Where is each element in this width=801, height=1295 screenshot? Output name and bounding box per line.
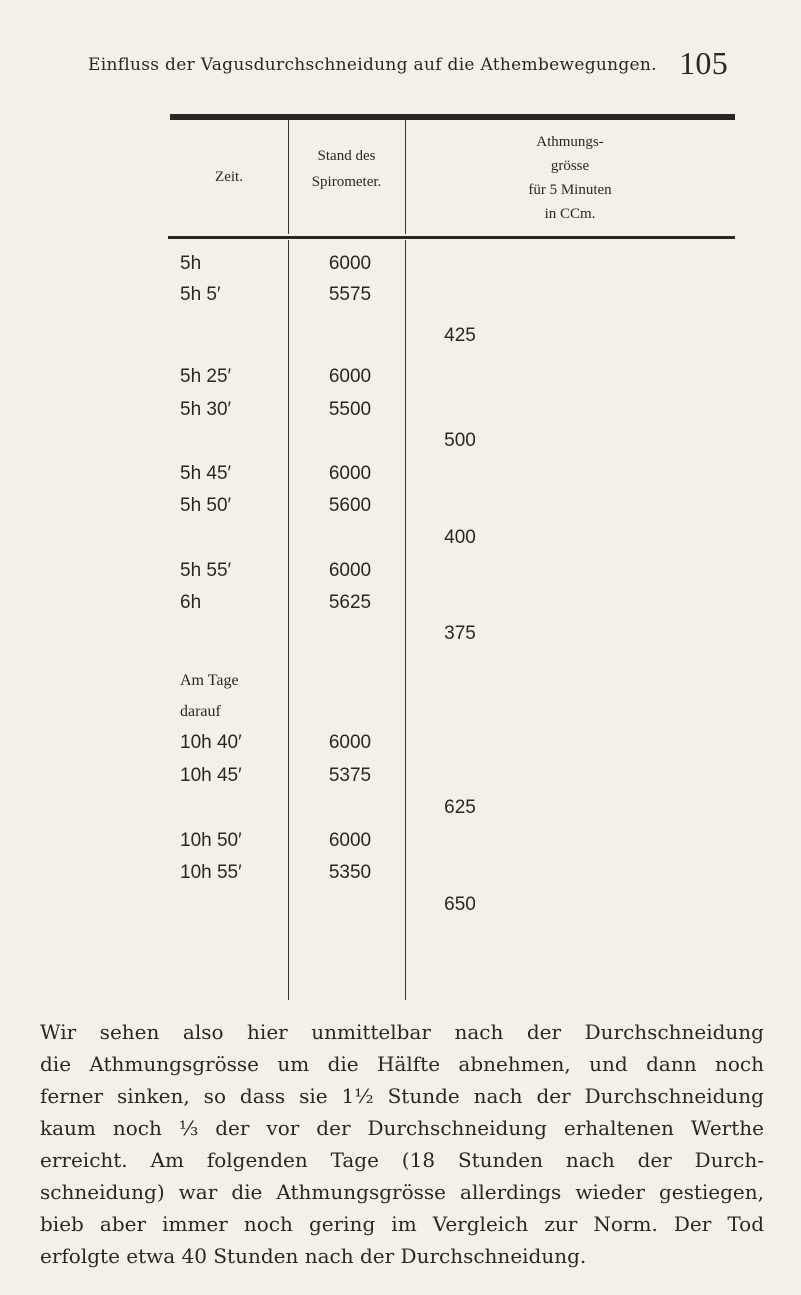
zeit-cell: 6h (180, 592, 202, 613)
stand-cell: 6000 (328, 732, 372, 753)
stand-cell: 6000 (328, 560, 372, 581)
zeit-cell: 10h 40′ (180, 732, 242, 753)
header-zeit: Zeit. (215, 169, 243, 185)
body-divider-1 (288, 240, 289, 1000)
zeit-cell: 5h (180, 253, 202, 274)
athmung-cell: 425 (444, 325, 476, 346)
stand-cell: 5600 (328, 495, 372, 516)
athmung-cell: 400 (444, 527, 476, 548)
running-header (88, 45, 728, 81)
paragraph-line: bieb aber immer noch gering im Vergleich zur Norm. Der Tod (40, 1212, 764, 1236)
zeit-cell: 10h 55′ (180, 862, 242, 883)
zeit-cell: darauf (180, 703, 221, 720)
paragraph-line: schneidung) war die Athmungsgrösse allerdings wieder gestiegen, (40, 1180, 764, 1204)
athmung-cell: 625 (444, 797, 476, 818)
zeit-cell: 5h 55′ (180, 560, 232, 581)
body-divider-2 (405, 240, 406, 1000)
header-stand: Stand des Spirometer. (311, 148, 382, 190)
paragraph-line: erreicht. Am folgenden Tage (18 Stunden nach der Durch- (40, 1148, 764, 1172)
paragraph-line: ferner sinken, so dass sie 1½ Stunde nach der Durchschneidung (40, 1084, 764, 1108)
stand-cell: 5350 (328, 862, 372, 883)
athmung-cell: 500 (444, 430, 476, 451)
table-header-rule (168, 236, 735, 239)
zeit-cell: 10h 50′ (180, 830, 242, 851)
stand-cell: 5500 (328, 399, 372, 420)
paragraph-line: erfolgte etwa 40 Stunden nach der Durchschneidung. (40, 1244, 587, 1268)
zeit-cell: 5h 25′ (180, 366, 232, 387)
body-paragraph (40, 1016, 764, 1272)
athmung-cell: 375 (444, 623, 476, 644)
page-number: 105 (679, 45, 728, 81)
zeit-cell: 5h 5′ (180, 284, 221, 305)
stand-cell: 6000 (328, 366, 372, 387)
paragraph-line: kaum noch ⅓ der vor der Durchschneidung erhaltenen Werthe (40, 1116, 764, 1140)
stand-cell: 6000 (328, 253, 372, 274)
paragraph-line: die Athmungsgrösse um die Hälfte abnehmen, und dann noch (40, 1052, 764, 1076)
zeit-cell: Am Tage (180, 672, 239, 689)
zeit-cell: 5h 50′ (180, 495, 232, 516)
paragraph-line: Wir sehen also hier unmittelbar nach der Durchschneidung (40, 1020, 764, 1044)
stand-cell: 5375 (328, 765, 372, 786)
header-athmungsgroesse: Athmungs- grösse für 5 Minuten in CCm. (528, 134, 612, 222)
stand-cell: 5575 (328, 284, 372, 305)
running-title: Einfluss der Vagusdurchschneidung auf die Athembewegungen. (88, 55, 657, 75)
table-top-rule (170, 114, 735, 120)
stand-cell: 6000 (328, 830, 372, 851)
zeit-cell: 5h 30′ (180, 399, 232, 420)
zeit-cell: 10h 45′ (180, 765, 242, 786)
stand-cell: 5625 (328, 592, 372, 613)
stand-cell: 6000 (328, 463, 372, 484)
zeit-cell: 5h 45′ (180, 463, 232, 484)
athmung-cell: 650 (444, 894, 476, 915)
